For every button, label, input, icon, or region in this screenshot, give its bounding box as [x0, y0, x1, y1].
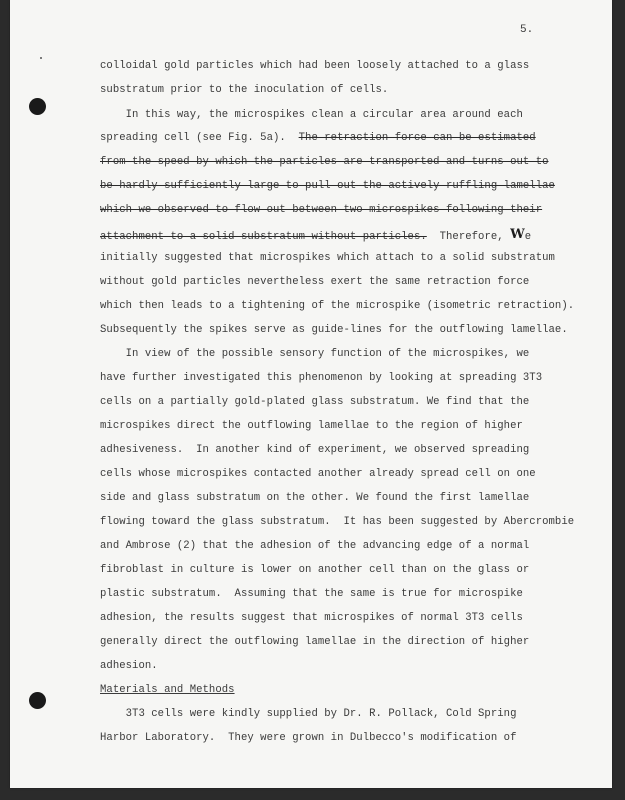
text-line: and Ambrose (2) that the adhesion of the advancing edge of a normal — [100, 540, 530, 552]
text-segment: spreading cell (see Fig. 5a). — [100, 132, 299, 144]
text-line: have further investigated this phenomenon by looking at spreading 3T3 — [100, 372, 543, 384]
text-segment: e — [524, 231, 532, 243]
text-line: plastic substratum. Assuming that the same is true for microspike — [100, 588, 523, 600]
text-line: cells on a partially gold-plated glass substratum. We find that the — [100, 396, 530, 408]
struck-text: The retraction force can be estimated — [298, 132, 536, 144]
text-line: Harbor Laboratory. They were grown in Dulbecco's modification of — [100, 732, 517, 744]
text-line: Subsequently the spikes serve as guide-lines for the outflowing lamellae. — [100, 324, 568, 336]
text-line: initially suggested that microspikes which attach to a solid substratum — [100, 252, 555, 264]
text-line: side and glass substratum on the other. We found the first lamellae — [100, 492, 530, 504]
struck-line: from the speed by which the particles are transported and turns out to — [100, 156, 549, 168]
page-number: 5. — [520, 24, 534, 36]
struck-text: attachment to a solid substratum without particles. — [100, 231, 427, 243]
struck-line: which we observed to flow out between two microspikes following their — [100, 204, 543, 216]
text-line — [100, 132, 536, 144]
punch-hole-top — [29, 98, 46, 115]
text-line: substratum prior to the inoculation of cells. — [100, 84, 389, 96]
document-page — [10, 0, 612, 788]
text-line: 3T3 cells were kindly supplied by Dr. R. Pollack, Cold Spring — [100, 708, 517, 720]
text-line: which then leads to a tightening of the microspike (isometric retraction). — [100, 300, 575, 312]
text-line: adhesiveness. In another kind of experiment, we observed spreading — [100, 444, 530, 456]
text-line: fibroblast in culture is lower on another cell than on the glass or — [100, 564, 530, 576]
text-line — [100, 228, 531, 243]
text-line: adhesion. — [100, 660, 158, 672]
text-segment: Therefore, — [426, 231, 511, 243]
text-line: cells whose microspikes contacted another already spread cell on one — [100, 468, 536, 480]
text-line: adhesion, the results suggest that microspikes of normal 3T3 cells — [100, 612, 523, 624]
handwritten-correction: W — [510, 227, 525, 242]
section-heading: Materials and Methods — [100, 684, 235, 696]
text-line: In view of the possible sensory function of the microspikes, we — [100, 348, 530, 360]
text-line: In this way, the microspikes clean a circular area around each — [100, 109, 523, 121]
text-line: flowing toward the glass substratum. It has been suggested by Abercrombie — [100, 516, 575, 528]
punch-hole-bottom — [29, 692, 46, 709]
text-line: microspikes direct the outflowing lamellae to the region of higher — [100, 420, 523, 432]
paper-speck — [40, 57, 42, 59]
struck-line: be hardly sufficiently large to pull out the actively ruffling lamellae — [100, 180, 555, 192]
text-line: without gold particles nevertheless exert the same retraction force — [100, 276, 530, 288]
text-line: generally direct the outflowing lamellae in the direction of higher — [100, 636, 530, 648]
text-line: colloidal gold particles which had been loosely attached to a glass — [100, 60, 530, 72]
